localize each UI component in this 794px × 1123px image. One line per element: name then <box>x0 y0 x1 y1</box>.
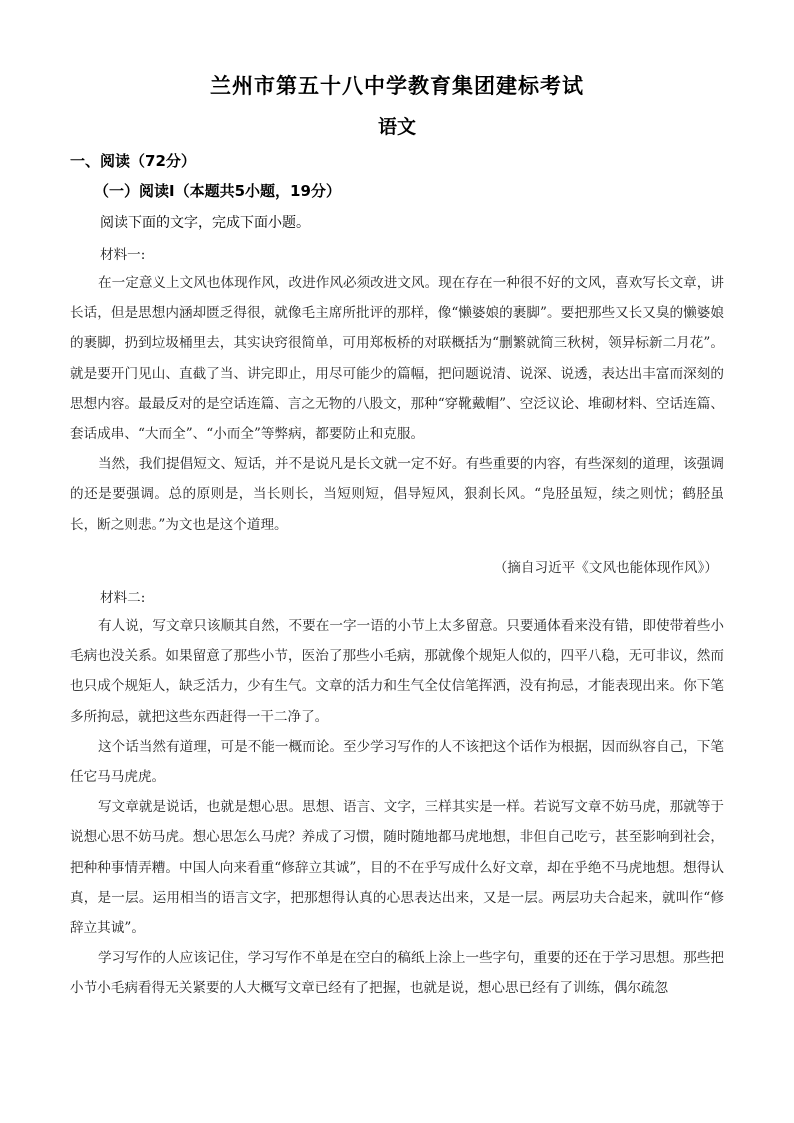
material-two-text <box>70 611 724 1004</box>
material-one-text <box>70 268 724 540</box>
exam-title: 兰州市第五十八中学教育集团建标考试 <box>210 74 584 98</box>
material-one-label: 材料一: <box>100 247 146 263</box>
paragraph: 在一定意义上文风也体现作风，改进作风必须改进文风。现在存在一种很不好的文风，喜欢写长文章，讲长话，但是思想内涵却匮乏得很，就像毛主席所批评的那样，像“懒婆娘的裹脚”。要把那些又长又臭的懒婆娘的裹脚，扔到垃圾桶里去，其实诀窍很简单，可用郑板桥的对联概括为“删繁就简三秋树，领异标新二月花”。就是要开门见山、直截了当、讲完即止，用尽可能少的篇幅，把问题说清、说深、说透，表达出丰富而深刻的思想内容。最最反对的是空话连篇、言之无物的八股文，那种“穿靴戴帽”、空泛议论、堆砌材料、空话连篇、套话成串、“大而全”、“小而全”等弊病，都要防止和克服。 <box>70 275 724 443</box>
paragraph: 有人说，写文章只该顺其自然，不要在一字一语的小节上太多留意。只要通体看来没有错，即使带着些小毛病也没关系。如果留意了那些小节，医治了那些小毛病，那就像个规矩人似的，四平八稳，无可非议，然而也只成个规矩人，缺乏活力，少有生气。文章的活力和生气全仗信笔挥洒，没有拘忌，才能表现出来。你下笔多所拘忌，就把这些东西赶得一干二净了。 <box>70 618 724 725</box>
paragraph: 写文章就是说话，也就是想心思。思想、语言、文字，三样其实是一样。若说写文章不妨马虎，那就等于说想心思不妨马虎。想心思怎么马虎？养成了习惯，随时随地都马虎地想，非但自己吃亏，甚至影响到社会，把种种事情弄糟。中国人向来看重“修辞立其诚”，目的不在乎写成什么好文章，却在乎绝不马虎地想。想得认真，是一层。运用相当的语言文字，把那想得认真的心思表达出来，又是一层。两层功夫合起来，就叫作“修辞立其诚”。 <box>70 799 724 937</box>
section-heading: 一、阅读（72分） <box>70 152 196 170</box>
paragraph: 当然，我们提倡短文、短话，并不是说凡是长文就一定不好。有些重要的内容，有些深刻的道理，该强调的还是要强调。总的原则是，当长则长，当短则短，倡导短风，狠刹长风。“凫胫虽短，续之则忧；鹤胫虽长，断之则悲。”为文也是这个道理。 <box>70 456 724 533</box>
subject-title: 语文 <box>377 116 416 138</box>
material-two-label: 材料二: <box>100 590 146 606</box>
reading-instruction: 阅读下面的文字，完成下面小题。 <box>100 215 310 231</box>
material-one-source: （摘自习近平《文风也能体现作风》） <box>493 560 718 576</box>
paragraph: 这个话当然有道理，可是不能一概而论。至少学习写作的人不该把这个话作为根据，因而纵容自己，下笔任它马马虎虎。 <box>70 738 724 786</box>
paragraph: 学习写作的人应该记住，学习写作不单是在空白的稿纸上涂上一些字句，重要的还在于学习思想。那些把小节小毛病看得无关紧要的人大概写文章已经有了把握，也就是说，想心思已经有了训练，偶尔疏忽 <box>70 950 724 997</box>
subsection-heading: （一）阅读Ⅰ（本题共5小题，19分） <box>94 182 341 200</box>
